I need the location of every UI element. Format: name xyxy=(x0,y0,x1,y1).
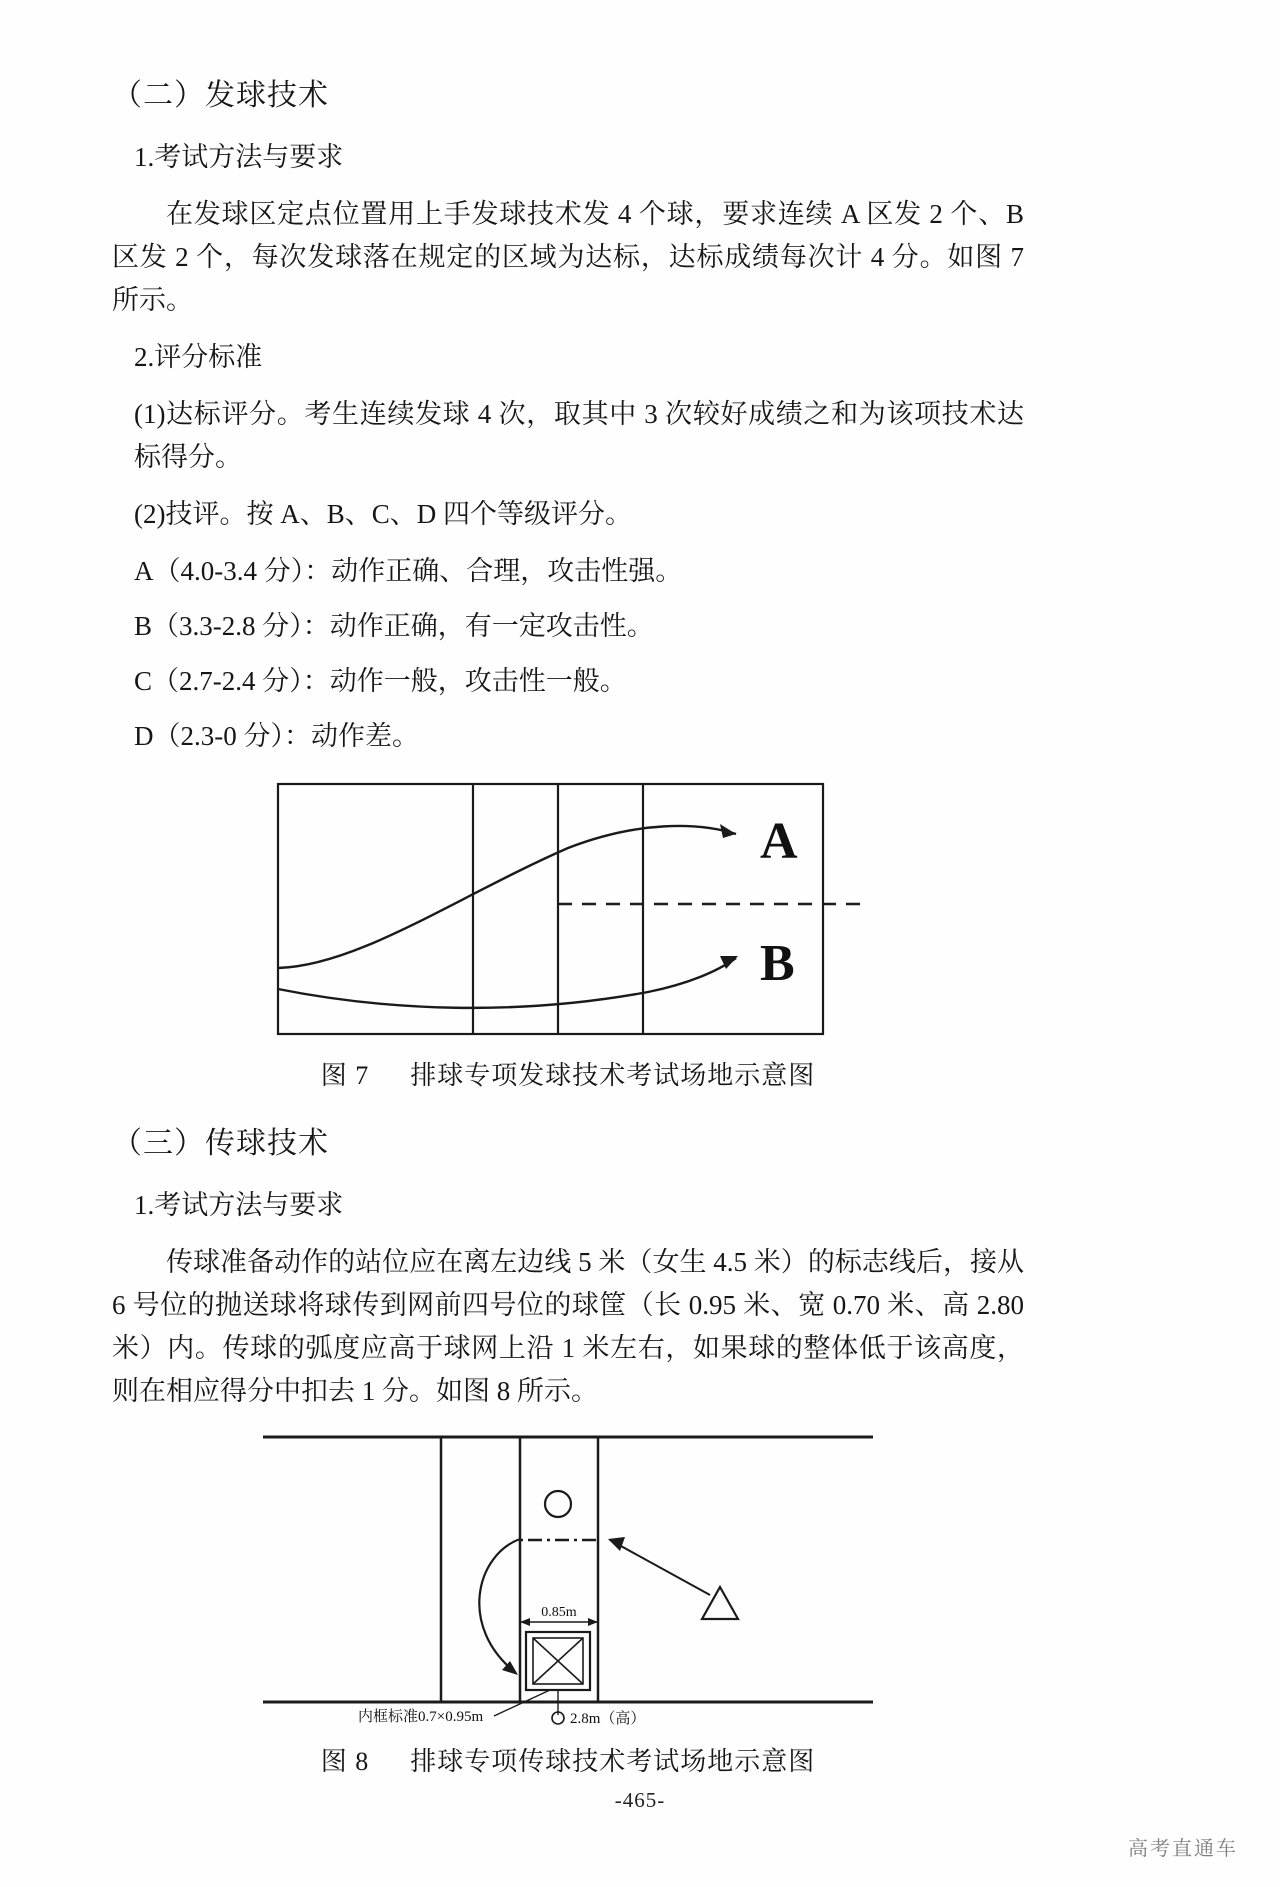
watermark: 高考直通车 xyxy=(1128,1838,1238,1860)
serve-scoring-item-2: (2)技评。按 A、B、C、D 四个等级评分。 xyxy=(134,499,632,529)
zone-a-label: A xyxy=(760,813,798,870)
serve-trajectory-a xyxy=(278,826,736,968)
serve-scoring-subheading: 2.评分标准 xyxy=(134,342,263,372)
basket-height-note: 2.8m（高） xyxy=(570,1711,646,1727)
court-outline xyxy=(278,784,823,1034)
section-heading-pass: （三）传球技术 xyxy=(112,1127,329,1160)
grade-line-c: C（2.7-2.4 分）：动作一般，攻击性一般。 xyxy=(134,666,627,696)
zone-b-label: B xyxy=(760,935,795,992)
pass-trajectory-arc xyxy=(479,1539,520,1673)
player-triangle-marker xyxy=(702,1587,738,1619)
serve-trajectory-b xyxy=(278,958,736,1008)
section-heading-serve: （二）发球技术 xyxy=(112,79,329,112)
page-content xyxy=(112,70,1024,1804)
figure-8-caption-text: 排球专项传球技术考试场地示意图 xyxy=(410,1747,816,1776)
player-direction-arrow xyxy=(610,1540,710,1595)
dimension-arrow-left xyxy=(520,1618,530,1626)
figure-8-court-diagram xyxy=(258,1427,878,1727)
pass-method-paragraph: 传球准备动作的站位应在离左边线 5 米（女生 4.5 米）的标志线后，接从 6 号位的抛送球将球传到网前四号位的球筐（长 0.95 米、宽 0.70 米、高 2.80 米）内。传球的弧度应高于球网上沿 1 米左右，如果球的整体低于该高度，则在相应得分中扣去 1 分。如图 8 所示。 xyxy=(112,1247,1024,1406)
figure-7-caption xyxy=(112,1055,1024,1092)
figure-8-caption-label: 图 8 xyxy=(320,1747,370,1776)
serve-method-subheading: 1.考试方法与要求 xyxy=(134,142,344,172)
dimension-arrow-right xyxy=(588,1618,598,1626)
serve-trajectory-a-arrowhead xyxy=(720,824,736,838)
figure-7-container xyxy=(112,776,1024,1041)
pass-method-subheading: 1.考试方法与要求 xyxy=(134,1190,344,1220)
figure-8-caption xyxy=(112,1741,1024,1778)
figure-7-caption-label: 图 7 xyxy=(320,1061,370,1090)
figure-7-caption-text: 排球专项发球技术考试场地示意图 xyxy=(410,1061,816,1090)
basket-standard-note: 内框标准0.7×0.95m xyxy=(358,1709,484,1725)
ball-circle-icon xyxy=(545,1491,571,1517)
serve-method-paragraph: 在发球区定点位置用上手发球技术发 4 个球，要求连续 A 区发 2 个、B 区发 2 个，每次发球落在规定的区域为达标，达标成绩每次计 4 分。如图 7 所示。 xyxy=(112,199,1024,315)
basket-width-label: 0.85m xyxy=(541,1605,577,1620)
grade-line-a: A（4.0-3.4 分）：动作正确、合理，攻击性强。 xyxy=(134,556,683,586)
grade-line-b: B（3.3-2.8 分）：动作正确，有一定攻击性。 xyxy=(134,611,654,641)
player-direction-arrowhead xyxy=(608,1537,625,1551)
grade-line-d: D（2.3-0 分）：动作差。 xyxy=(134,721,419,751)
figure-7-court-diagram xyxy=(268,776,868,1041)
figure-8-container xyxy=(112,1427,1024,1727)
page-number: -465- xyxy=(614,1788,666,1812)
serve-scoring-item-1: (1)达标评分。考生连续发球 4 次，取其中 3 次较好成绩之和为该项技术达标得分。 xyxy=(134,399,1024,472)
